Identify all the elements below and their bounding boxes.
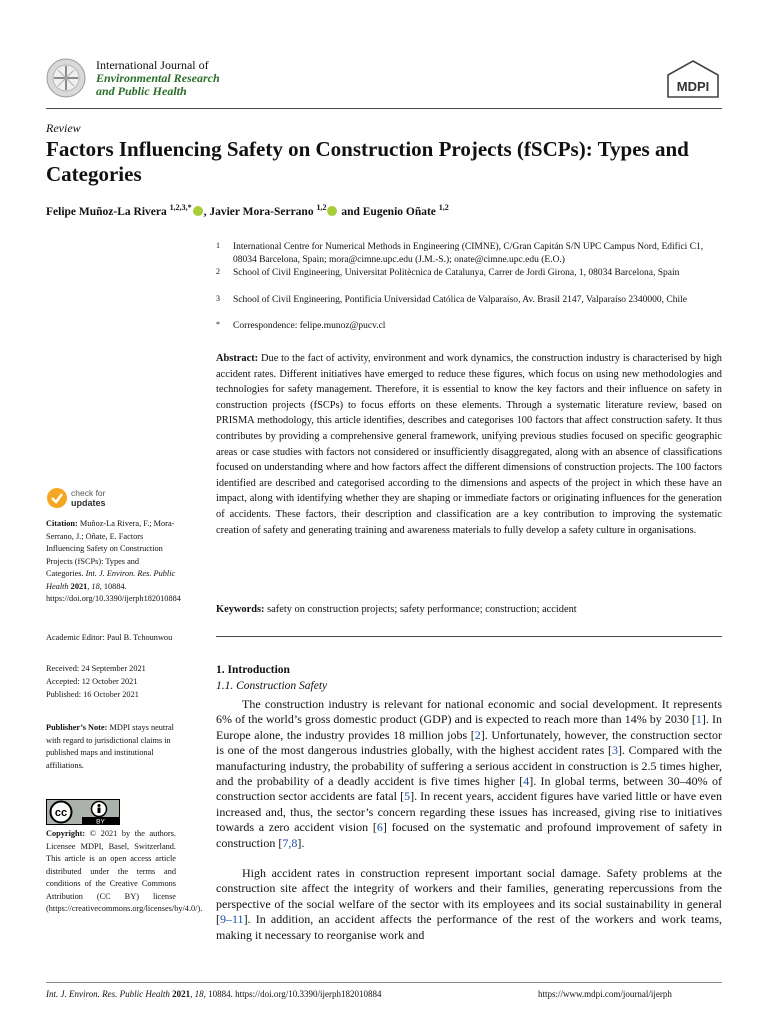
received-date: Received: 24 September 2021 (46, 664, 146, 673)
keywords-text: safety on construction projects; safety performance; construction; accident (267, 604, 577, 615)
paragraph-text: ]. In addition, an accident affects the performance of the rest of the workers and work teams, making it necessary to reorganise work and (216, 912, 722, 942)
paragraph-text: ]. (297, 835, 305, 850)
copyright-notice (46, 828, 203, 916)
citation-link[interactable]: 1 (695, 712, 702, 727)
abstract-divider (216, 636, 722, 637)
footer-divider (46, 982, 722, 983)
footer-citation: Int. J. Environ. Res. Public Health 2021, 18, 10884. https://doi.org/10.3390/ijerph182010884 (46, 989, 382, 999)
citation-link[interactable]: 3 (611, 743, 618, 758)
article-title: Factors Influencing Safety on Construction Projects (fSCPs): Types and Categories (46, 137, 689, 186)
citation-authors: Muñoz-La Rivera, F.; Mora-Serrano, J.; Oñate, E. Factors Influencing Safety on Construction Projects (fSCPs): Types and Categories. (46, 519, 175, 578)
journal-name-line3: and Public Health (96, 84, 187, 98)
author-name: Javier Mora-Serrano (209, 205, 314, 218)
footer-doi[interactable]: , 10884. https://doi.org/10.3390/ijerph182010884 (203, 989, 382, 999)
svg-text:cc: cc (54, 807, 68, 819)
check-updates-line2: updates (71, 498, 106, 508)
footer-journal-url[interactable]: https://www.mdpi.com/journal/ijerph (538, 989, 672, 999)
check-updates-line1: check for (71, 488, 106, 498)
keywords (216, 603, 722, 617)
citation-link[interactable]: 4 (523, 774, 530, 789)
citation-link[interactable]: 7,8 (282, 835, 298, 850)
citation-link[interactable]: 6 (376, 820, 383, 835)
affiliation-number: 2 (216, 267, 220, 276)
keywords-label: Keywords: (216, 604, 265, 615)
citation-link[interactable]: 2 (474, 727, 481, 742)
affiliation-text: Correspondence: felipe.munoz@pucv.cl (233, 321, 386, 331)
paragraph-text: The construction industry is relevant for national economic and social development. It represents 6% of the world’s gross domestic product (GDP) and is expected to reach more than 14% by 2030 [ (216, 697, 722, 727)
accepted-date: Accepted: 12 October 2021 (46, 677, 138, 686)
citation-doi[interactable]: , 10884. https://doi.org/10.3390/ijerph182010884 (46, 581, 181, 603)
cc-by-license-icon[interactable] (46, 799, 120, 825)
footer-volume: 18 (194, 989, 204, 999)
affiliation-number: * (216, 320, 220, 329)
copyright-text: © 2021 by the authors. Licensee MDPI, Basel, Switzerland. This article is an open access article distributed under the terms and conditions of the Creative Commons Attribution (CC BY) license (https://creativecommons.org/licenses/by/4.0/). (46, 829, 203, 913)
subsection-heading: 1.1. Construction Safety (216, 680, 328, 692)
body-paragraph (216, 866, 722, 943)
affiliation-number: 1 (216, 241, 220, 250)
author-list (46, 203, 449, 218)
citation-volume: 18 (91, 581, 100, 591)
citation-link[interactable]: 9–11 (220, 912, 244, 927)
affiliation-number: 3 (216, 294, 220, 303)
paragraph-text: ]. In Europe alone, the industry provides 18 million jobs [ (216, 712, 722, 742)
affiliation-text: International Centre for Numerical Methods in Engineering (CIMNE), C/Gran Capitán S/N UPC Campus Nord, Edifici C1, 08034 Barcelona, Spain; mora@cimne.upc.edu (J.M.-S.); onate@cimne.upc.edu (E.O.) (233, 242, 704, 265)
paragraph-text: ]. In recent years, accident figures have varied little or have even increased and, thus, the sector’s concern regarding these issues has increased, giving rise to initiatives towards a zero accident vision [ (216, 789, 722, 835)
paragraph-text: ]. In global terms, between 30–40% of construction sector accidents are fatal [ (216, 774, 722, 804)
citation-year: 2021 (70, 581, 88, 591)
footer-year: 2021 (172, 989, 191, 999)
orcid-icon[interactable] (327, 206, 337, 216)
author-name: Felipe Muñoz-La Rivera (46, 205, 167, 218)
paragraph-text: ] focused on the systematic and profound improvement of safety in construction [ (216, 820, 722, 850)
abstract-text: Due to the fact of activity, environment and work dynamics, the construction industry is characterised by high accident rates. Different initiatives have emerged to reduce these figures, which focus on using new methodologies and technologies for safety management. Therefore, it is essential to know the key factors and their influence on safety in construction projects (fSCPs) to focus efforts on these elements. Through a systematic literature review, based on PRISMA methodology, this article identifies, describes and categorises 100 factors that affect construction safety. It thus contributes by providing a comprehensive general framework, unifying previous studies focused on specific geographic areas or case studies with factors not considered or insufficiently disaggregated, along with an absence of classifications focused on understanding where and how factors affect the different dimensions of construction projects. The 100 factors identified are described and categorised according to the dimensions and aspects of the project in which these have an impact, along with identifying whether they are shaping or immediate factors or originating influences for the generation of accidents. These factors, their description and classification are a key contribution to improving the systematic creation of safety and generating training and awareness materials to fully develop a safety culture in organisations. (216, 353, 722, 536)
journal-name-line2: Environmental Research (96, 71, 220, 85)
footer-journal: Int. J. Environ. Res. Public Health (46, 989, 170, 999)
paragraph-text: ]. Compared with the manufacturing industry, the probability of suffering a serious accident in construction is 2.5 times higher, and the probability of a deadly accident is five times higher [ (216, 743, 722, 789)
affiliation-text: School of Civil Engineering, Pontificia Universidad Católica de Valparaíso, Av. Brasil 2147, Valparaíso 2340000, Chile (233, 295, 687, 305)
citation-link[interactable]: 5 (404, 789, 411, 804)
affiliation-text: School of Civil Engineering, Universitat Politècnica de Catalunya, Carrer de Jordi Girona, 1, 08034 Barcelona, Spain (233, 268, 680, 278)
journal-name-line1: International Journal of (96, 58, 209, 72)
paragraph-text: ]. Unfortunately, however, the construction sector is one of the most dangerous industries globally, with the highest accident rates [ (216, 727, 722, 758)
publisher-note (46, 722, 176, 772)
author-affiliation-marks: 1,2 (438, 203, 449, 212)
copyright-label: Copyright: (46, 829, 86, 838)
mdpi-logo-text: MDPI (676, 79, 710, 94)
header-divider (46, 108, 722, 109)
section-heading: 1. Introduction (216, 664, 290, 676)
abstract (216, 351, 722, 538)
article-type: Review (46, 121, 81, 135)
author-affiliation-marks: 1,2 (316, 203, 327, 212)
paragraph-text: High accident rates in construction represent important social damage. Safety problems at the construction site affect the integrity of workers and their families, generating repercussions from the perspective of the social welfare of the sector with its employees and its social sustainability in general [ (216, 866, 722, 927)
cc-by-label: BY (96, 818, 105, 825)
publisher-note-label: Publisher’s Note: (46, 723, 108, 732)
body-paragraph (216, 697, 722, 851)
orcid-icon[interactable] (193, 206, 203, 216)
abstract-label: Abstract: (216, 353, 259, 364)
journal-logo-icon (46, 58, 86, 98)
academic-editor: Academic Editor: Paul B. Tchounwou (46, 633, 173, 642)
author-separator: and (338, 205, 363, 218)
publisher-note-text: MDPI stays neutral with regard to jurisdictional claims in published maps and institutional affiliations. (46, 723, 174, 770)
citation-block: Citation: Muñoz-La Rivera, F.; Mora-Serrano, J.; Oñate, E. Factors Influencing Safety on Construction Projects (fSCPs): Types and Categories. Int. J. Environ. Res. Public Health 2021, 18, 10884. https://doi.org/10.3390/ijerph182010884 (46, 519, 181, 603)
citation-label: Citation: (46, 519, 78, 528)
author-name: Eugenio Oñate (362, 205, 436, 218)
citation-journal: Int. J. Environ. Res. Public Health (46, 569, 176, 591)
mdpi-logo-icon (666, 60, 720, 98)
author-separator: , (203, 205, 210, 218)
check-for-updates-button[interactable] (46, 486, 166, 510)
published-date: Published: 16 October 2021 (46, 690, 139, 699)
author-affiliation-marks: 1,2,3,* (169, 203, 192, 212)
